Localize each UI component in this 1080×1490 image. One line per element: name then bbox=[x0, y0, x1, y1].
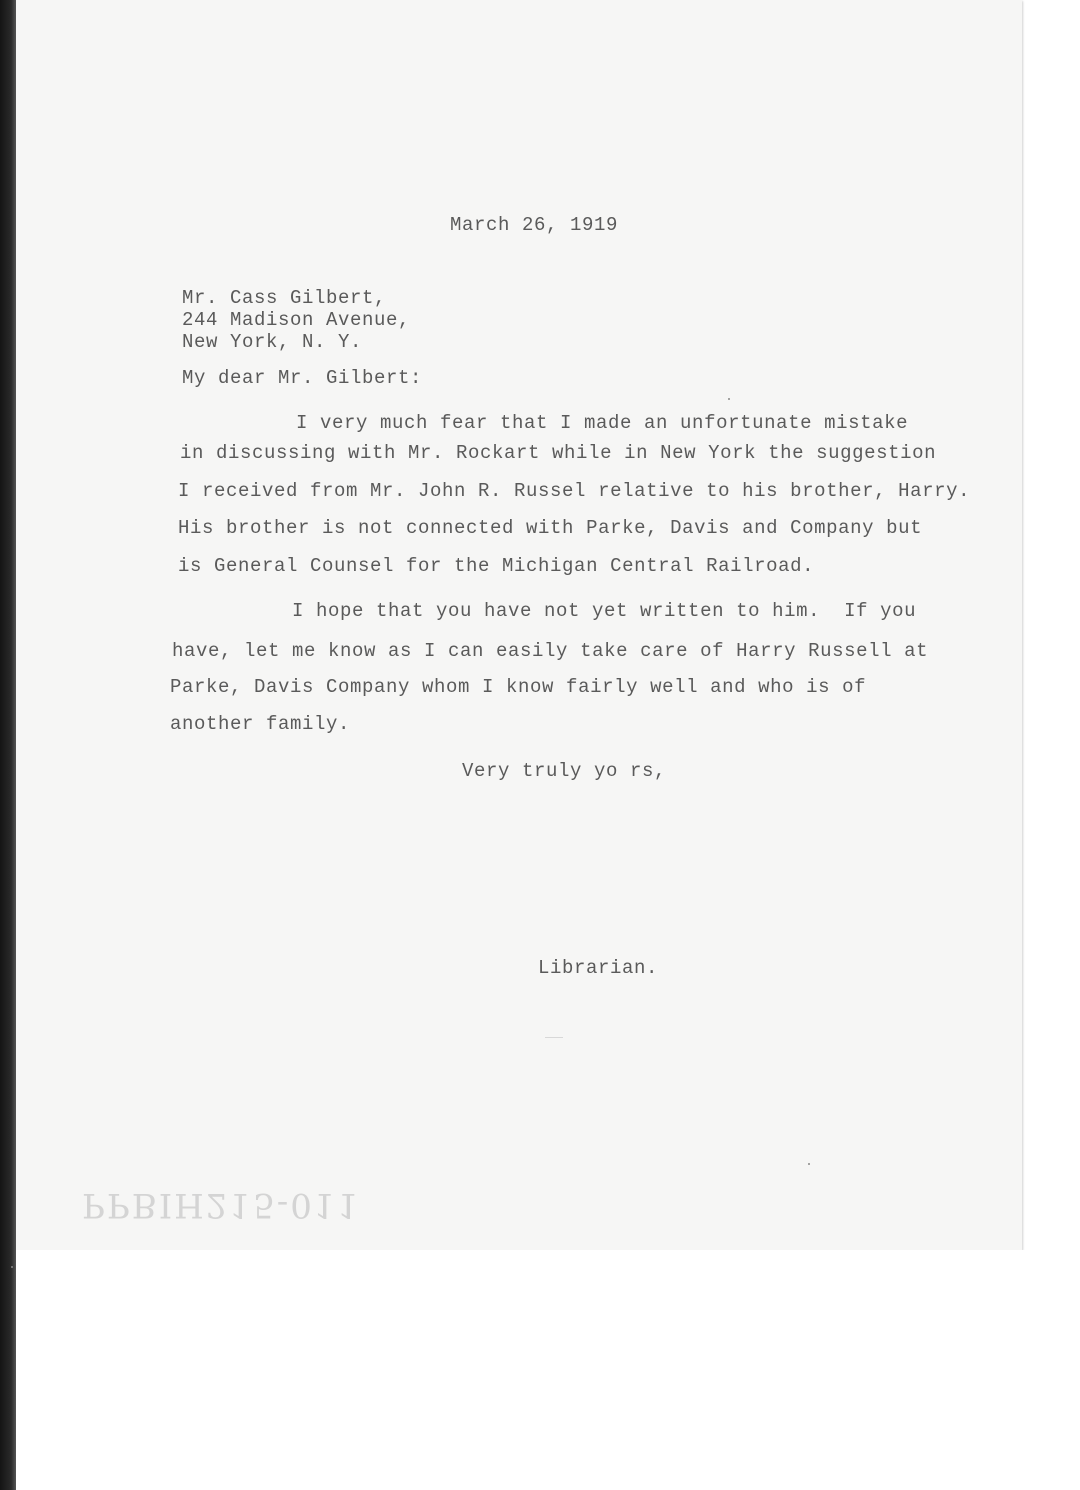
paper-speck bbox=[11, 1266, 13, 1268]
paper-speck bbox=[808, 1163, 810, 1165]
archive-pencil-mark: PPBIH215-011 bbox=[82, 1185, 362, 1225]
paragraph-1-line: I very much fear that I made an unfortunate mistake bbox=[296, 412, 909, 434]
letter-sheet bbox=[16, 0, 1022, 1250]
salutation: My dear Mr. Gilbert: bbox=[182, 367, 423, 389]
paragraph-1-line: is General Counsel for the Michigan Central Railroad. bbox=[178, 555, 815, 577]
background-area bbox=[16, 1250, 1080, 1490]
paragraph-2-line: Parke, Davis Company whom I know fairly well and who is of bbox=[170, 676, 867, 698]
paragraph-1-line: in discussing with Mr. Rockart while in New York the suggestion bbox=[180, 442, 937, 464]
paragraph-2-line: have, let me know as I can easily take care of Harry Russell at bbox=[172, 640, 929, 662]
paragraph-1-line: I received from Mr. John R. Russel relative to his brother, Harry. bbox=[178, 480, 971, 502]
closing: Very truly yo rs, bbox=[462, 760, 667, 782]
signature: Librarian. bbox=[538, 957, 659, 979]
recipient-street: 244 Madison Avenue, bbox=[182, 309, 411, 331]
stray-mark bbox=[545, 1037, 563, 1038]
paragraph-2-line: I hope that you have not yet written to him. If you bbox=[292, 600, 917, 622]
recipient-city: New York, N. Y. bbox=[182, 331, 363, 353]
paragraph-2-line: another family. bbox=[170, 713, 351, 735]
paragraph-1-line: His brother is not connected with Parke, Davis and Company but bbox=[178, 517, 923, 539]
recipient-name: Mr. Cass Gilbert, bbox=[182, 287, 387, 309]
paper-speck bbox=[728, 398, 730, 400]
letter-date: March 26, 1919 bbox=[450, 214, 619, 236]
scanner-edge bbox=[0, 0, 16, 1490]
